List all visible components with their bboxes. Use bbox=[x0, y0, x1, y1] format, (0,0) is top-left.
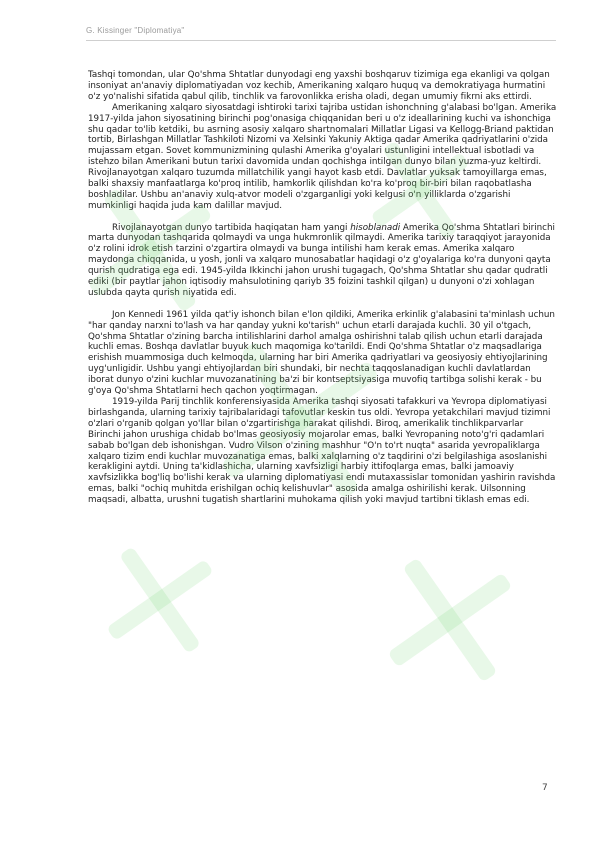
page-number: 7 bbox=[542, 783, 548, 793]
paragraph-3-end: Amerika Qo'shma Shtatlari birinchi marta dunyodan tashqarida qolmaydi va unga hukmronlik qilmaydi. Amerika tarixiy taraqqiyot jarayonida o'z rolini idrok etish tarzini o'zgartira olmaydi va bunga intilishi ham kerak emas. Amerika xalqaro maydonga chiqqanida, u yosh, jonli va xalqaro munosabatlar haqidagi o'z g'oyalariga ko'ra dunyoni qayta qurish qudratiga ega edi. 1945-yilda Ikkinchi jahon urushi tugagach, Qo'shma Shtatlar shu qadar qudratli ediki (bir paytlar jahon iqtisodiy mahsulotining qariyb 35 foizini tashkil qilgan) u dunyoni o'zi xohlagan uslubda qayta qurish niyatida edi. bbox=[88, 222, 555, 299]
paragraph-3 bbox=[88, 223, 558, 299]
body-text bbox=[88, 70, 558, 506]
header-divider bbox=[86, 40, 556, 41]
paragraph-5: 1919-yilda Parij tinchlik konferensiyasida Amerika tashqi siyosati tafakkuri va Yevropa diplomatiyasi birlashganda, ularning tarixiy tajribalaridagi tafovutlar keskin tus oldi. Yevropa yetakchilari mavjud tizimni o'zlari o'rganib qolgan yo'llar bilan o'zgartirishga harakat qilishdi. Biroq, amerikalik tinchlikparvarlar Birinchi jahon urushiga chidab bo'lmas geosiyosiy mojarolar emas, balki Yevropaning noto'g'ri qadamlari sabab bo'lgan deb ishonishgan. Vudro Vilson o'zining mashhur "O'n to'rt nuqta" asarida yevropaliklarga xalqaro tizim endi kuchlar muvozanatiga emas, balki xalqlarning o'z taqdirini o'zi belgilashiga asoslanishi kerakligini aytdi. Uning ta'kidlashicha, ularning xavfsizligi harbiy ittifoqlarga emas, balki jamoaviy xavfsizlikka bog'liq bo'lishi kerak va ularning diplomatiyasi endi mutaxassislar tomonidan yashirin ravishda emas, balki "ochiq muhitda erishilgan ochiq kelishuvlar" asosida amalga oshirilishi kerak. Uilsonning maqsadi, albatta, urushni tugatish shartlarini muhokama qilish yoki mavjud tartibni tiklash emas edi. bbox=[88, 396, 556, 506]
paragraph-1: Tashqi tomondan, ular Qo'shma Shtatlar dunyodagi eng yaxshi boshqaruv tizimiga ega ekanligi va qolgan insoniyat an'anaviy diplomatiyadan voz kechib, Amerikaning xalqaro huquq va demokratiyaga hurmatini o'z yo'nalishi sifatida qabul qilib, tinchlik va farovonlikka erisha oladi, degan umumiy fikrni aks ettirdi. bbox=[88, 70, 550, 102]
running-header: G. Kissinger "Diplomatiya" bbox=[86, 26, 185, 35]
paragraph-4: Jon Kennedi 1961 yilda qat'iy ishonch bilan e'lon qildiki, Amerika erkinlik g'alabasini ta'minlash uchun "har qanday narxni to'lash va har qanday yukni ko'tarish" uchun etarli darajada kuchli. 30 yil o'tgach, Qo'shma Shtatlar o'zining barcha intilishlarini darhol amalga oshirishni talab qilish uchun etarli darajada kuchli emas. Boshqa davlatlar buyuk kuch maqomiga ko'tarildi. Endi Qo'shma Shtatlar o'z maqsadlariga erishish muammosiga duch kelmoqda, ularning har biri Amerika qadriyatlari va geosiyosiy ehtiyojlarining uyg'unligidir. Ushbu yangi ehtiyojlardan biri shundaki, bir nechta taqqoslanadigan kuchli davlatlardan iborat dunyo o'zini kuchlar muvozanatining ba'zi bir kontseptsiyasiga muvofiq tartibga solishi kerak - bu g'oya Qo'shma Shtatlarni hech qachon yoqtirmagan. bbox=[88, 309, 555, 397]
paragraph-3-emphasis: hisoblanadi bbox=[350, 222, 401, 233]
paragraph-3-start: Rivojlanayotgan dunyo tartibida haqiqatan ham yangi bbox=[112, 222, 351, 233]
paragraph-2: Amerikaning xalqaro siyosatdagi ishtiroki tarixi tajriba ustidan ishonchning g'alabasi bo'lgan. Amerika 1917-yilda jahon siyosatining birinchi pog'onasiga chiqqanidan beri u o'z ideallarining kuchi va ishonchiga shu qadar to'lib ketdiki, bu asrning asosiy xalqaro shartnomalari Millatlar Ligasi va Kellogg-Briand paktidan tortib, Birlashgan Millatlar Tashkiloti Nizomi va Xelsinki Yakuniy Aktiga qadar Amerika qadriyatlarini o'zida mujassam etgan. Sovet kommunizmining qulashi Amerika g'oyalari ustunligini intellektual isbotladi va istehzo bilan Amerikani butun tarixi davomida undan qochishga intilgan dunyo bilan yuzma-yuz keltirdi. Rivojlanayotgan xalqaro tuzumda millatchilik yangi hayot kasb etdi. Davlatlar yuksak tamoyillarga emas, balki shaxsiy manfaatlarga ko'proq intilib, hamkorlik qilishdan ko'ra ko'proq bir-biri bilan raqobatlasha boshladilar. Ushbu an'anaviy xulq-atvor modeli o'zgarganligi yoki kelgusi o'n yilliklarda o'zgarishi mumkinligi haqida juda kam dalillar mavjud. bbox=[88, 102, 557, 211]
